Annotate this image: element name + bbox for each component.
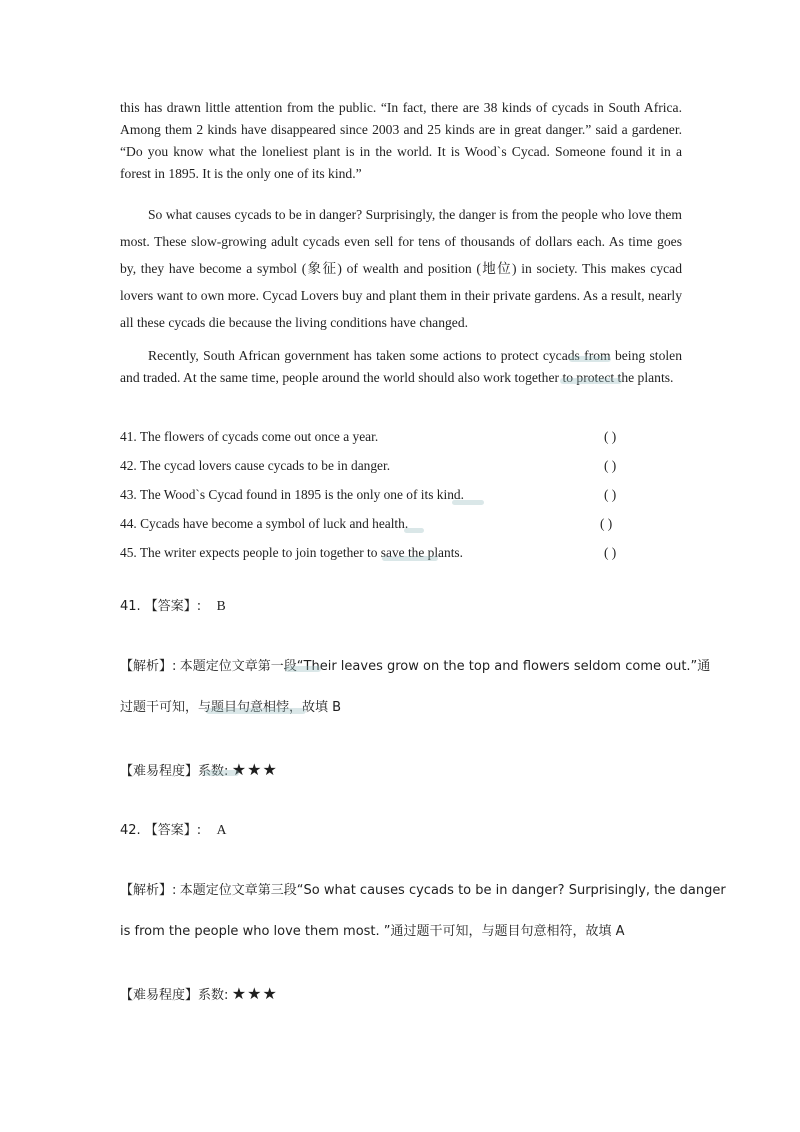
highlight-mark [285,666,321,672]
question-text: 43. The Wood`s Cycad found in 1895 is the only one of its kind. [120,487,464,502]
analysis-text: 本题定位文章第三段“So what causes cycads to be in danger? Surprisingly, the danger [179,883,726,898]
highlight-mark [203,770,239,776]
answer-41-line [120,596,226,617]
highlight-mark [404,528,424,533]
highlight-mark [569,356,611,362]
answer-label: 41. 【答案】: [120,599,202,614]
difficulty-stars: ★★★ [231,984,278,1003]
difficulty-label: 【难易程度】系数: [120,988,229,1003]
difficulty-41-line [120,760,278,782]
passage-paragraph-1: this has drawn little attention from the public. “In fact, there are 38 kinds of cycads in South Africa. Among them 2 kinds have disappeared since 2003 and 25 kinds are in great danger.” said a gardener. “Do you know what the loneliest plant is in the world. It is Wood`s Cycad. Someone found it in a forest in 1895. It is the only one of its kind.” [120,100,682,181]
analysis-42-line-1 [120,880,726,901]
answer-blank: ( ) [600,516,613,531]
question-44 [120,513,650,542]
passage-paragraph-3: Recently, South African government has taken some actions to protect cycads from being stolen and traded. At the same time, people around the world should also work together to protect the plants. [120,348,682,385]
highlight-mark [206,708,306,714]
question-43 [120,484,650,513]
difficulty-stars: ★★★ [231,760,278,779]
answer-value: A [216,822,227,837]
question-text: 45. The writer expects people to join together to save the plants. [120,545,463,560]
difficulty-42-line [120,984,278,1006]
analysis-label: 【解析】: [120,659,177,674]
question-text: 42. The cycad lovers cause cycads to be in danger. [120,458,391,473]
question-text: 44. Cycads have become a symbol of luck and health. [120,516,409,531]
analysis-42-line-2: is from the people who love them most. ”通过题干可知，与题目句意相符，故填 A [120,924,625,939]
true-false-questions [120,426,650,571]
answer-label: 42. 【答案】: [120,823,202,838]
question-text: 41. The flowers of cycads come out once a year. [120,429,379,444]
highlight-mark [382,556,438,561]
highlight-mark [560,378,622,384]
answer-blank: ( ) [604,458,617,473]
passage-paragraph-2: So what causes cycads to be in danger? Surprisingly, the danger is from the people who love them most. These slow-growing adult cycads even sell for tens of thousands of dollars each. As time goes by, they have become a symbol (象征) of wealth and position (地位) in society. This makes cycad lovers want to own more. Cycad Lovers buy and plant them in their private gardens. As a result, nearly all these cycads die because the living conditions have changed. [120,207,682,330]
answer-blank: ( ) [604,545,617,560]
difficulty-label: 【难易程度】系数: [120,764,229,779]
analysis-41-line-1 [120,656,710,677]
analysis-label: 【解析】: [120,883,177,898]
question-42 [120,455,650,484]
question-41 [120,426,650,455]
highlight-mark [452,500,484,505]
answer-blank: ( ) [604,487,617,502]
answer-value: B [216,598,226,613]
answer-blank: ( ) [604,429,617,444]
answer-42-line [120,820,226,841]
analysis-text: 本题定位文章第一段“Their leaves grow on the top and flowers seldom come out.”通 [179,659,711,674]
analysis-41-line-2: 过题干可知，与题目句意相悖，故填 B [120,700,342,715]
